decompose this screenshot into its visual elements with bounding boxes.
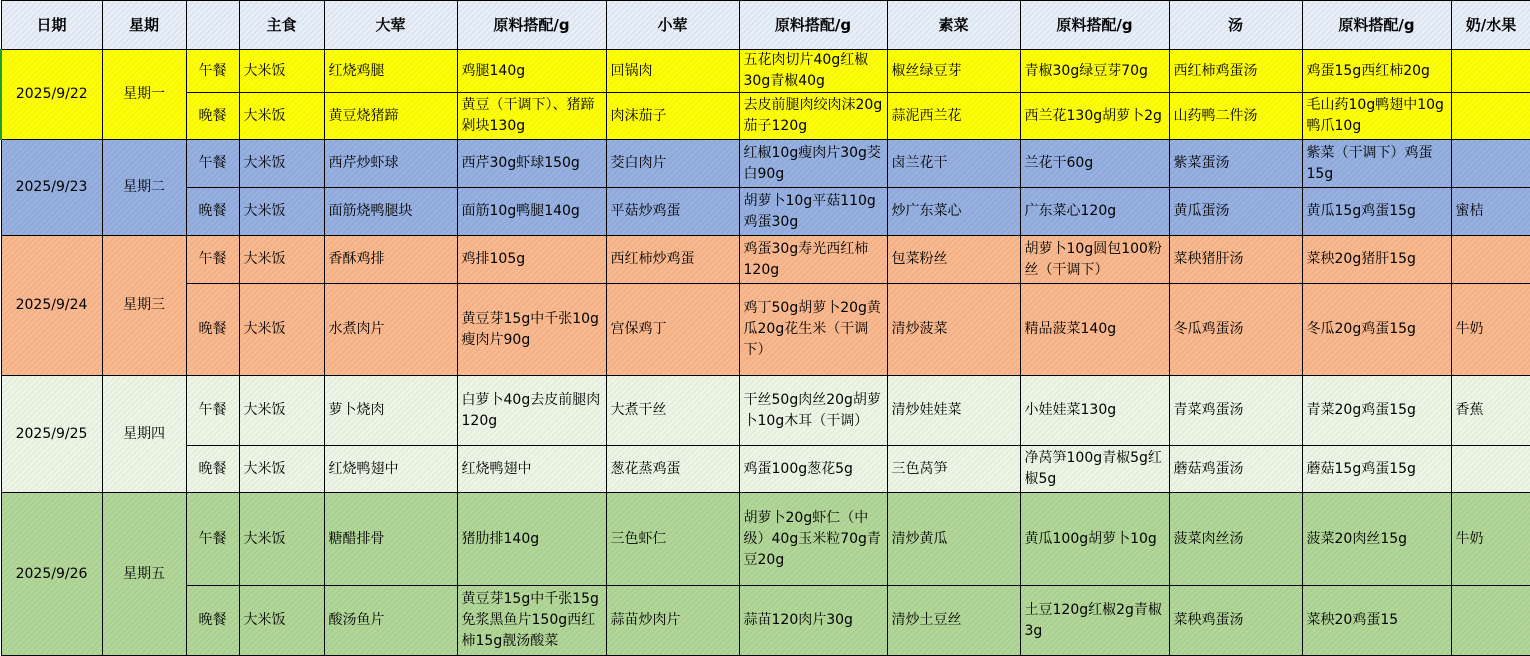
header-weekday[interactable]: 星期 xyxy=(102,1,186,50)
header-minor-ingredients[interactable]: 原料搭配/g xyxy=(739,1,887,50)
header-vegetable-ingredients[interactable]: 原料搭配/g xyxy=(1020,1,1169,50)
soup-ingredients-cell[interactable]: 紫菜（干调下）鸡蛋15g xyxy=(1302,140,1451,188)
minor-ingredients-cell[interactable]: 干丝50g肉丝20g胡萝卜10g木耳（干调） xyxy=(739,376,887,446)
minor-meat-cell[interactable]: 葱花蒸鸡蛋 xyxy=(606,446,739,493)
table-row xyxy=(1,493,1530,586)
soup-ingredients-cell[interactable]: 冬瓜20g鸡蛋15g xyxy=(1302,284,1451,376)
table-row xyxy=(1,140,1530,188)
soup-cell[interactable]: 紫菜蛋汤 xyxy=(1169,140,1302,188)
main-ingredients-cell[interactable]: 白萝卜40g去皮前腿肉120g xyxy=(457,376,606,446)
milk-fruit-cell[interactable] xyxy=(1451,140,1530,188)
soup-cell[interactable]: 冬瓜鸡蛋汤 xyxy=(1169,284,1302,376)
milk-fruit-cell[interactable] xyxy=(1451,446,1530,493)
minor-meat-cell[interactable]: 茭白肉片 xyxy=(606,140,739,188)
milk-fruit-cell[interactable]: 牛奶 xyxy=(1451,284,1530,376)
header-meal[interactable] xyxy=(186,1,239,50)
vegetable-ingredients-cell[interactable]: 广东菜心120g xyxy=(1020,188,1169,236)
header-main-ingredients[interactable]: 原料搭配/g xyxy=(457,1,606,50)
soup-ingredients-cell[interactable]: 菜秧20g猪肝15g xyxy=(1302,236,1451,284)
soup-cell[interactable]: 黄瓜蛋汤 xyxy=(1169,188,1302,236)
minor-ingredients-cell[interactable]: 蒜苗120肉片30g xyxy=(739,586,887,656)
staple-cell[interactable]: 大米饭 xyxy=(239,586,324,656)
staple-cell[interactable]: 大米饭 xyxy=(239,50,324,93)
header-soup[interactable]: 汤 xyxy=(1169,1,1302,50)
table-row xyxy=(1,93,1530,140)
meal-cell[interactable]: 晚餐 xyxy=(186,284,239,376)
vegetable-ingredients-cell[interactable]: 西兰花130g胡萝卜2g xyxy=(1020,93,1169,140)
soup-cell[interactable]: 山药鸭二件汤 xyxy=(1169,93,1302,140)
header-minor-meat[interactable]: 小荤 xyxy=(606,1,739,50)
milk-fruit-cell[interactable] xyxy=(1451,586,1530,656)
table-row xyxy=(1,236,1530,284)
main-meat-cell[interactable]: 黄豆烧猪蹄 xyxy=(324,93,457,140)
header-soup-ingredients[interactable]: 原料搭配/g xyxy=(1302,1,1451,50)
minor-meat-cell[interactable]: 大煮干丝 xyxy=(606,376,739,446)
table-row xyxy=(1,188,1530,236)
staple-cell[interactable]: 大米饭 xyxy=(239,188,324,236)
vegetable-cell[interactable]: 包菜粉丝 xyxy=(887,236,1020,284)
main-meat-cell[interactable]: 酸汤鱼片 xyxy=(324,586,457,656)
minor-ingredients-cell[interactable]: 胡萝卜10g平菇110g鸡蛋30g xyxy=(739,188,887,236)
table-row xyxy=(1,284,1530,376)
weekday-cell[interactable]: 星期三 xyxy=(102,236,186,376)
date-cell[interactable]: 2025/9/23 xyxy=(1,140,102,236)
soup-ingredients-cell[interactable]: 鸡蛋15g西红柿20g xyxy=(1302,50,1451,93)
soup-cell[interactable]: 青菜鸡蛋汤 xyxy=(1169,376,1302,446)
minor-ingredients-cell[interactable]: 红椒10g瘦肉片30g茭白90g xyxy=(739,140,887,188)
minor-meat-cell[interactable]: 西红柿炒鸡蛋 xyxy=(606,236,739,284)
soup-cell[interactable]: 菜秧鸡蛋汤 xyxy=(1169,586,1302,656)
date-cell[interactable]: 2025/9/25 xyxy=(1,376,102,493)
minor-meat-cell[interactable]: 三色虾仁 xyxy=(606,493,739,586)
minor-ingredients-cell[interactable]: 胡萝卜20g虾仁（中级）40g玉米粒70g青豆20g xyxy=(739,493,887,586)
staple-cell[interactable]: 大米饭 xyxy=(239,140,324,188)
vegetable-ingredients-cell[interactable]: 兰花干60g xyxy=(1020,140,1169,188)
milk-fruit-cell[interactable] xyxy=(1451,50,1530,93)
main-meat-cell[interactable]: 香酥鸡排 xyxy=(324,236,457,284)
main-ingredients-cell[interactable]: 红烧鸭翅中 xyxy=(457,446,606,493)
weekday-cell[interactable]: 星期二 xyxy=(102,140,186,236)
minor-meat-cell[interactable]: 平菇炒鸡蛋 xyxy=(606,188,739,236)
header-row xyxy=(1,1,1530,50)
main-ingredients-cell[interactable]: 黄豆芽15g中千张15g免浆黑鱼片150g西红柿15g靓汤酸菜 xyxy=(457,586,606,656)
milk-fruit-cell[interactable]: 香蕉 xyxy=(1451,376,1530,446)
main-meat-cell[interactable]: 萝卜烧肉 xyxy=(324,376,457,446)
main-ingredients-cell[interactable]: 黄豆（干调下）、猪蹄剁块130g xyxy=(457,93,606,140)
main-meat-cell[interactable]: 糖醋排骨 xyxy=(324,493,457,586)
soup-cell[interactable]: 菠菜肉丝汤 xyxy=(1169,493,1302,586)
weekday-cell[interactable]: 星期四 xyxy=(102,376,186,493)
date-cell[interactable]: 2025/9/22 xyxy=(1,50,102,140)
vegetable-cell[interactable]: 蒜泥西兰花 xyxy=(887,93,1020,140)
weekday-cell[interactable]: 星期一 xyxy=(102,50,186,140)
header-date[interactable]: 日期 xyxy=(1,1,102,50)
meal-cell[interactable]: 午餐 xyxy=(186,50,239,93)
date-cell[interactable]: 2025/9/26 xyxy=(1,493,102,656)
meal-cell[interactable]: 晚餐 xyxy=(186,446,239,493)
minor-meat-cell[interactable]: 肉沫茄子 xyxy=(606,93,739,140)
soup-ingredients-cell[interactable]: 菠菜20肉丝15g xyxy=(1302,493,1451,586)
staple-cell[interactable]: 大米饭 xyxy=(239,93,324,140)
minor-meat-cell[interactable]: 蒜苗炒肉片 xyxy=(606,586,739,656)
soup-ingredients-cell[interactable]: 黄瓜15g鸡蛋15g xyxy=(1302,188,1451,236)
header-main-meat[interactable]: 大荤 xyxy=(324,1,457,50)
minor-ingredients-cell[interactable]: 五花肉切片40g红椒30g青椒40g xyxy=(739,50,887,93)
vegetable-ingredients-cell[interactable]: 青椒30g绿豆芽70g xyxy=(1020,50,1169,93)
soup-cell[interactable]: 蘑菇鸡蛋汤 xyxy=(1169,446,1302,493)
meal-cell[interactable]: 午餐 xyxy=(186,140,239,188)
staple-cell[interactable]: 大米饭 xyxy=(239,493,324,586)
main-ingredients-cell[interactable]: 猪肋排140g xyxy=(457,493,606,586)
minor-ingredients-cell[interactable]: 鸡蛋30g寿光西红柿120g xyxy=(739,236,887,284)
vegetable-ingredients-cell[interactable]: 小娃娃菜130g xyxy=(1020,376,1169,446)
menu-body xyxy=(1,50,1530,656)
table-row xyxy=(1,446,1530,493)
meal-cell[interactable]: 午餐 xyxy=(186,376,239,446)
vegetable-ingredients-cell[interactable]: 精品菠菜140g xyxy=(1020,284,1169,376)
main-ingredients-cell[interactable]: 鸡腿140g xyxy=(457,50,606,93)
vegetable-ingredients-cell[interactable]: 黄瓜100g胡萝卜10g xyxy=(1020,493,1169,586)
milk-fruit-cell[interactable] xyxy=(1451,93,1530,140)
main-meat-cell[interactable]: 红烧鸭翅中 xyxy=(324,446,457,493)
weekday-cell[interactable]: 星期五 xyxy=(102,493,186,656)
table-row xyxy=(1,586,1530,656)
main-meat-cell[interactable]: 面筋烧鸭腿块 xyxy=(324,188,457,236)
staple-cell[interactable]: 大米饭 xyxy=(239,376,324,446)
meal-cell[interactable]: 晚餐 xyxy=(186,188,239,236)
main-ingredients-cell[interactable]: 面筋10g鸭腿140g xyxy=(457,188,606,236)
main-meat-cell[interactable]: 水煮肉片 xyxy=(324,284,457,376)
main-ingredients-cell[interactable]: 鸡排105g xyxy=(457,236,606,284)
minor-meat-cell[interactable]: 宫保鸡丁 xyxy=(606,284,739,376)
main-ingredients-cell[interactable]: 西芹30g虾球150g xyxy=(457,140,606,188)
vegetable-cell[interactable]: 清炒娃娃菜 xyxy=(887,376,1020,446)
table-row xyxy=(1,376,1530,446)
milk-fruit-cell[interactable]: 蜜桔 xyxy=(1451,188,1530,236)
minor-ingredients-cell[interactable]: 鸡丁50g胡萝卜20g黄瓜20g花生米（干调下） xyxy=(739,284,887,376)
main-meat-cell[interactable]: 西芹炒虾球 xyxy=(324,140,457,188)
vegetable-cell[interactable]: 卤兰花干 xyxy=(887,140,1020,188)
vegetable-ingredients-cell[interactable]: 土豆120g红椒2g青椒3g xyxy=(1020,586,1169,656)
vegetable-cell[interactable]: 椒丝绿豆芽 xyxy=(887,50,1020,93)
milk-fruit-cell[interactable]: 牛奶 xyxy=(1451,493,1530,586)
main-meat-cell[interactable]: 红烧鸡腿 xyxy=(324,50,457,93)
meal-cell[interactable]: 晚餐 xyxy=(186,586,239,656)
soup-cell[interactable]: 菜秧猪肝汤 xyxy=(1169,236,1302,284)
soup-cell[interactable]: 西红柿鸡蛋汤 xyxy=(1169,50,1302,93)
main-ingredients-cell[interactable]: 黄豆芽15g中千张10g瘦肉片90g xyxy=(457,284,606,376)
staple-cell[interactable]: 大米饭 xyxy=(239,236,324,284)
date-cell[interactable]: 2025/9/24 xyxy=(1,236,102,376)
vegetable-cell[interactable]: 清炒黄瓜 xyxy=(887,493,1020,586)
table-row xyxy=(1,50,1530,93)
soup-ingredients-cell[interactable]: 毛山药10g鸭翅中10g鸭爪10g xyxy=(1302,93,1451,140)
meal-cell[interactable]: 午餐 xyxy=(186,236,239,284)
milk-fruit-cell[interactable] xyxy=(1451,236,1530,284)
soup-ingredients-cell[interactable]: 菜秧20鸡蛋15 xyxy=(1302,586,1451,656)
vegetable-ingredients-cell[interactable]: 净莴笋100g青椒5g红椒5g xyxy=(1020,446,1169,493)
meal-cell[interactable]: 晚餐 xyxy=(186,93,239,140)
vegetable-cell[interactable]: 清炒菠菜 xyxy=(887,284,1020,376)
header-milk-fruit[interactable]: 奶/水果 xyxy=(1451,1,1530,50)
meal-cell[interactable]: 午餐 xyxy=(186,493,239,586)
minor-ingredients-cell[interactable]: 鸡蛋100g葱花5g xyxy=(739,446,887,493)
vegetable-cell[interactable]: 炒广东菜心 xyxy=(887,188,1020,236)
header-staple[interactable]: 主食 xyxy=(239,1,324,50)
minor-ingredients-cell[interactable]: 去皮前腿肉绞肉沫20g茄子120g xyxy=(739,93,887,140)
vegetable-ingredients-cell[interactable]: 胡萝卜10g圆包100粉丝（干调下） xyxy=(1020,236,1169,284)
vegetable-cell[interactable]: 三色莴笋 xyxy=(887,446,1020,493)
soup-ingredients-cell[interactable]: 蘑菇15g鸡蛋15g xyxy=(1302,446,1451,493)
soup-ingredients-cell[interactable]: 青菜20g鸡蛋15g xyxy=(1302,376,1451,446)
vegetable-cell[interactable]: 清炒土豆丝 xyxy=(887,586,1020,656)
header-vegetable[interactable]: 素菜 xyxy=(887,1,1020,50)
staple-cell[interactable]: 大米饭 xyxy=(239,446,324,493)
staple-cell[interactable]: 大米饭 xyxy=(239,284,324,376)
minor-meat-cell[interactable]: 回锅肉 xyxy=(606,50,739,93)
